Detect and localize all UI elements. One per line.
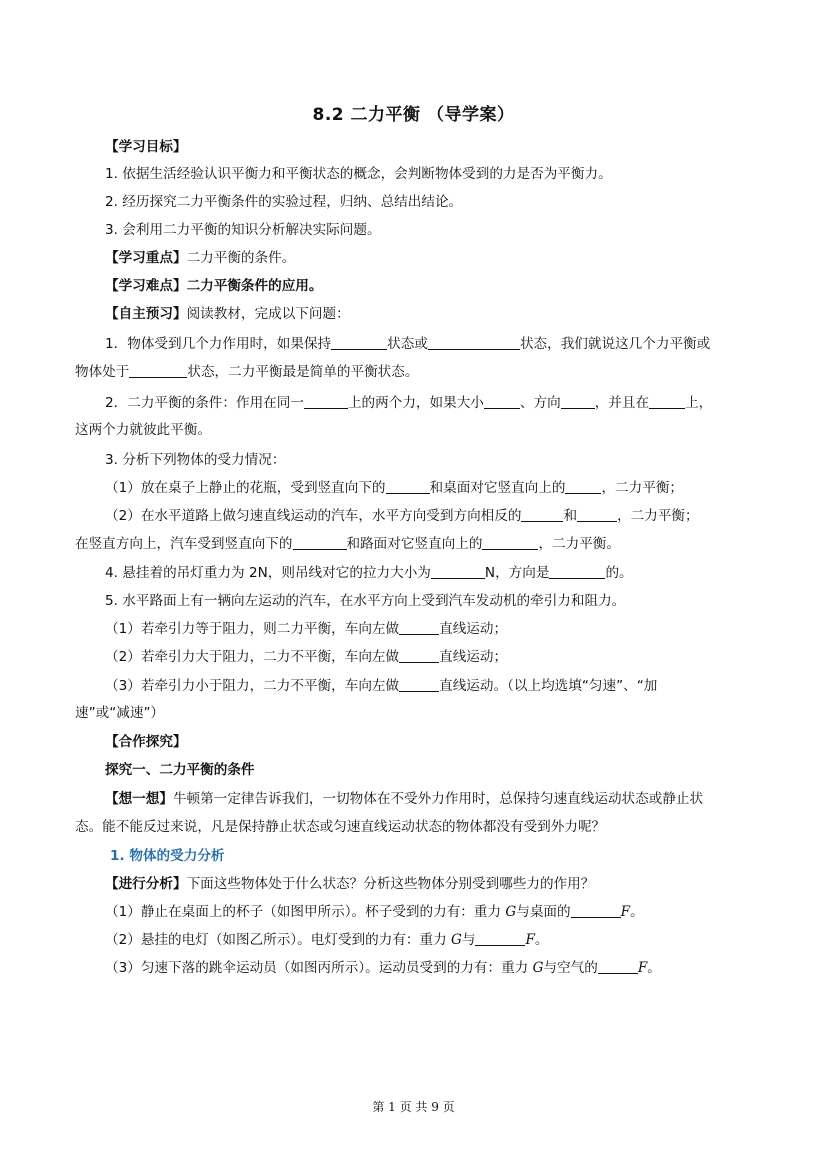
fill-blank[interactable]: [428, 334, 520, 350]
item1-c: 。: [630, 904, 644, 920]
q4-text-c: 的。: [605, 565, 633, 581]
preview-q3-p3: [75, 534, 620, 554]
fill-blank[interactable]: [431, 563, 485, 579]
q3-p1-a: （1）放在桌子上静止的花瓶，受到竖直向下的: [105, 480, 386, 496]
preview-label: 【自主预习】: [105, 306, 187, 322]
q4-text-b: N，方向是: [484, 565, 550, 581]
q1-text-a: 1．物体受到几个力作用时，如果保持: [105, 336, 332, 352]
preview-q3-head: 3. 分析下列物体的受力情况：: [105, 452, 286, 468]
q2-text-d: ，并且在: [594, 395, 650, 411]
explore-1-heading: 探究一、二力平衡的条件: [105, 762, 255, 778]
objective-item: 3. 会利用二力平衡的知识分析解决实际问题。: [105, 222, 381, 238]
fill-blank[interactable]: [399, 619, 439, 635]
cooperative-heading: 【合作探究】: [105, 734, 187, 750]
page-title: 8.2 二力平衡 （导学案）: [312, 105, 515, 125]
think-line1: [105, 789, 703, 809]
q2-text-e: 上，: [685, 395, 713, 411]
page-footer: 第 1 页 共 9 页: [372, 1100, 455, 1114]
gravity-symbol: G: [532, 960, 544, 976]
analysis-item-1: [105, 902, 644, 922]
q1-text-e: 状态，二力平衡最是简单的平衡状态。: [187, 364, 419, 380]
preview-q3-p2: [105, 506, 699, 526]
item3-a: （3）匀速下落的跳伞运动员（如图丙所示）。运动员受到的力有：重力: [105, 960, 533, 976]
item2-c: 。: [534, 932, 549, 948]
gravity-symbol: G: [505, 904, 517, 920]
item2-a: （2）悬挂的电灯（如图乙所示）。电灯受到的力有：重力: [105, 932, 452, 948]
item1-a: （1）静止在桌面上的杯子（如图甲所示）。杯子受到的力有：重力: [105, 904, 506, 920]
q4-text-a: 4. 悬挂着的吊灯重力为 2N，则吊线对它的拉力大小为: [105, 565, 431, 581]
objective-item: 2. 经历探究二力平衡条件的实验过程，归纳、总结出结论。: [105, 194, 463, 210]
preview-q2-line1: [105, 393, 712, 413]
item2-b: 与: [461, 932, 476, 948]
q3-p1-c: ，二力平衡；: [601, 480, 684, 496]
section-force-analysis: 1. 物体的受力分析: [110, 848, 225, 864]
fill-blank[interactable]: [475, 930, 525, 946]
fill-blank[interactable]: [399, 647, 439, 663]
q2-text-c: 、方向: [519, 395, 561, 411]
q3-p3-a: 在竖直方向上，汽车受到竖直向下的: [75, 536, 293, 552]
analysis-text: 下面这些物体处于什么状态？分析这些物体分别受到哪些力的作用？: [186, 876, 595, 892]
think-line2: 态。能不能反过来说，凡是保持静止状态或匀速直线运动状态的物体都没有受到外力呢？: [75, 819, 606, 835]
fill-blank[interactable]: [598, 958, 638, 974]
fill-blank[interactable]: [521, 506, 563, 522]
fill-blank[interactable]: [565, 478, 601, 494]
q5-p3-b: 直线运动。（以上均选填“匀速”、“加: [439, 678, 658, 694]
q3-p2-b: 和: [563, 508, 578, 524]
q1-text-c: 状态，我们就说这几个力平衡或: [519, 336, 711, 352]
fill-blank[interactable]: [293, 534, 347, 550]
preview-q5-p1: [105, 619, 507, 639]
q3-p1-b: 和桌面对它竖直向上的: [429, 480, 566, 496]
fill-blank[interactable]: [331, 334, 387, 350]
gravity-symbol: G: [451, 932, 462, 948]
fill-blank[interactable]: [549, 563, 605, 579]
preview-q1-line1: [105, 334, 710, 354]
q5-p2-b: 直线运动；: [439, 649, 508, 665]
objective-item: 1. 依据生活经验认识平衡力和平衡状态的概念，会判断物体受到的力是否为平衡力。: [105, 166, 612, 182]
preview-text: 阅读教材，完成以下问题：: [186, 306, 350, 322]
preview-q1-line2: [75, 362, 418, 382]
key-point-text: 二力平衡的条件。: [186, 250, 296, 266]
q2-text-a: 2．二力平衡的条件：作用在同一: [105, 395, 304, 411]
preview-q4: [105, 563, 633, 583]
key-point-label: 【学习重点】: [105, 250, 187, 266]
q3-p2-a: （2）在水平道路上做匀速直线运动的汽车，水平方向受到方向相反的: [105, 508, 522, 524]
item1-b: 与桌面的: [516, 904, 571, 920]
difficulty-label: 【学习难点】: [105, 278, 187, 294]
fill-blank[interactable]: [386, 478, 430, 494]
q3-p2-c: ，二力平衡；: [617, 508, 699, 524]
q5-p3-a: （3）若牵引力小于阻力，二力不平衡，车向左做: [105, 678, 400, 694]
fill-blank[interactable]: [304, 393, 348, 409]
force-symbol: F: [620, 904, 631, 920]
q3-p3-b: 和路面对它竖直向上的: [346, 536, 483, 552]
item3-c: 。: [647, 960, 661, 976]
preview-q5-p3: [105, 676, 657, 696]
q1-text-b: 状态或: [387, 336, 428, 352]
fill-blank[interactable]: [399, 676, 439, 692]
preview-q3-p1: [105, 478, 683, 498]
preview-q5-p2: [105, 647, 507, 667]
q5-p1-a: （1）若牵引力等于阻力，则二力平衡，车向左做: [105, 621, 400, 637]
preview-q5-head: 5. 水平路面上有一辆向左运动的汽车，在水平方向上受到汽车发动机的牵引力和阻力。: [105, 593, 626, 609]
preview-q2-line2: 这两个力就彼此平衡。: [75, 422, 211, 438]
preview-intro: [105, 304, 350, 324]
fill-blank[interactable]: [482, 534, 538, 550]
analysis-intro: [105, 874, 594, 894]
q3-p3-c: ，二力平衡。: [538, 536, 620, 552]
fill-blank[interactable]: [571, 902, 621, 918]
key-point: [105, 248, 295, 268]
analysis-item-3: [105, 958, 661, 978]
force-symbol: F: [525, 932, 535, 948]
difficulty-text: 二力平衡条件的应用。: [186, 278, 323, 294]
think-text-a: 牛顿第一定律告诉我们，一切物体在不受外力作用时，总保持匀速直线运动状态或静止状: [172, 791, 704, 807]
analysis-label: 【进行分析】: [105, 876, 187, 892]
think-label: 【想一想】: [105, 791, 173, 807]
q2-text-b: 上的两个力，如果大小: [347, 395, 484, 411]
q5-p1-b: 直线运动；: [439, 621, 508, 637]
item3-b: 与空气的: [543, 960, 598, 976]
fill-blank[interactable]: [649, 393, 685, 409]
q1-text-d: 物体处于: [75, 364, 130, 380]
q5-p2-a: （2）若牵引力大于阻力，二力不平衡，车向左做: [105, 649, 400, 665]
preview-q5-p3-cont: 速”或“减速”）: [75, 705, 165, 721]
fill-blank[interactable]: [561, 393, 595, 409]
fill-blank[interactable]: [577, 506, 617, 522]
difficulty: [105, 276, 323, 296]
fill-blank[interactable]: [484, 393, 520, 409]
analysis-item-2: [105, 930, 549, 950]
objectives-heading: 【学习目标】: [105, 139, 187, 155]
fill-blank[interactable]: [129, 362, 187, 378]
force-symbol: F: [637, 960, 648, 976]
